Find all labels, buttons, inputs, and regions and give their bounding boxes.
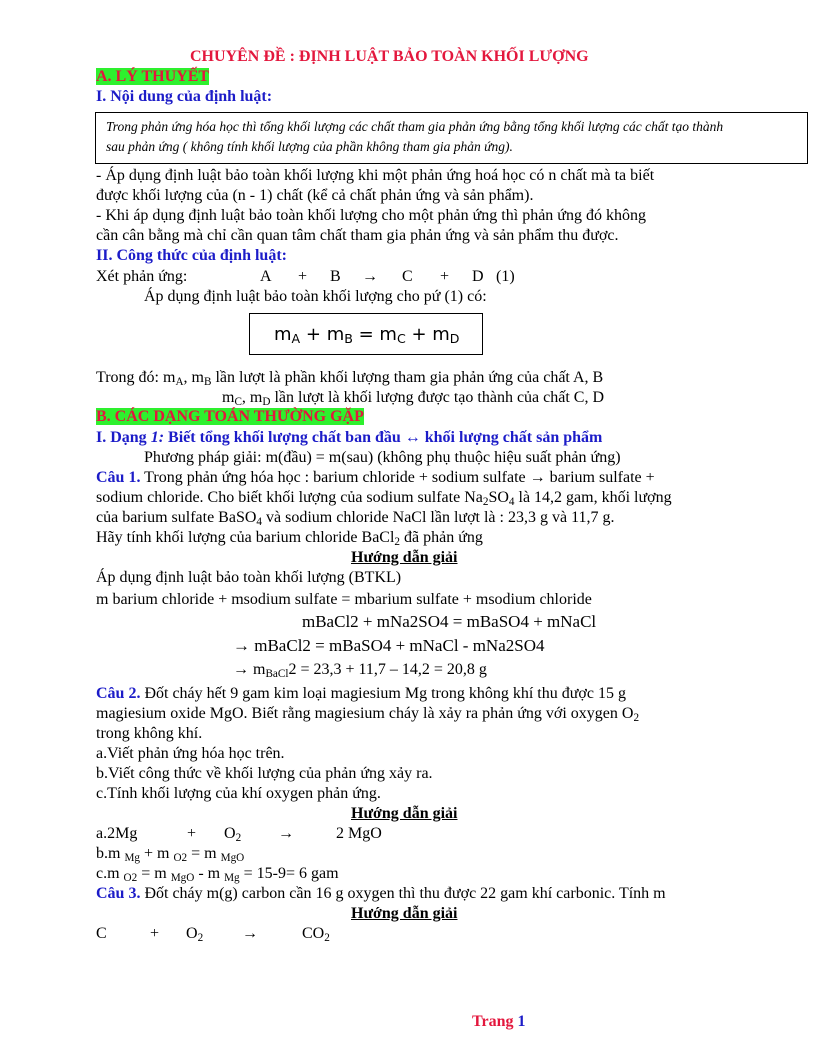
definition-box (95, 112, 808, 164)
method-line: Phương pháp giải: m(đầu) = m(sau) (không phụ thuộc hiệu suất phản ứng) (144, 449, 621, 466)
s1-line-5: → $m_{BaCl}2 = 23,3 + 11,7 - 14,2 = 20,8$ g (233, 661, 487, 680)
q1-line-3: của barium sulfate BaSO$_4$ và sodium chloride NaCl lần lượt là : 23,3 g và 11,7 g. (96, 509, 615, 528)
q1-line-2: sodium chloride. Cho biết khối lượng của sodium sulfate $Na_2SO_4$ là 14,2 gam, khối lượng (96, 489, 672, 508)
paragraph-line-3: - Khi áp dụng định luật bảo toàn khối lượng cho một phản ứng thì phản ứng đó không (96, 207, 646, 224)
definition-line-2: sau phản ứng ( không tính khối lượng của phần không tham gia phản ứng). (106, 139, 513, 154)
s2-c-line: c.m $_{O2}$ = m $_{MgO}$ - m $_{Mg}$ = 15-9= 6 gam (96, 865, 339, 884)
paragraph-line-1: - Áp dụng định luật bảo toàn khối lượng khi một phản ứng hoá học có n chất mà ta biết (96, 167, 655, 184)
s2-a-reactant-mg: a.2Mg (96, 825, 138, 842)
s2-a-oxygen: $O_2$ (224, 825, 242, 844)
s2-a-plus: + (187, 825, 197, 842)
q1-line-4: Hãy tính khối lượng của barium chloride BaCl$_2$ đã phản ứng (96, 529, 483, 548)
q1-line-1: Câu 1. Trong phản ứng hóa học : barium chloride + sodium sulfate → barium sulfate + (96, 469, 655, 486)
page-footer: Trang 1 (472, 1013, 526, 1030)
q2-line-4: a.Viết phản ứng hóa học trên. (96, 745, 285, 762)
type1-heading: I. Dạng 1: Biết tổng khối lượng chất ban đầu ↔ khối lượng chất sản phẩm (96, 429, 603, 446)
definition-line-1: Trong phản ứng hóa học thì tổng khối lượng các chất tham gia phản ứng bằng tổng khối lượng các chất tạo thành (106, 119, 724, 134)
paragraph-line-4: cần cân bằng mà chỉ cần quan tâm chất tham gia phản ứng và sản phẩm thu được. (96, 227, 619, 244)
part2-heading: II. Công thức của định luật: (96, 247, 287, 264)
paragraph-line-2: được khối lượng của (n - 1) chất (kể cả chất phản ứng và sản phẩm). (96, 187, 534, 204)
reaction-d: D (472, 268, 484, 285)
reaction-arrow: → (362, 268, 378, 285)
reaction-c: C (402, 268, 413, 285)
s2-b-line: b.m $_{Mg}$ + m $_{O2}$ = m $_{MgO}$ (96, 845, 245, 864)
mass-conservation-formula: $m_A + m_B = m_C + m_D$ (274, 324, 460, 347)
s1-line-1: Áp dụng định luật bảo toàn khối lượng (BTKL) (96, 569, 402, 586)
s1-line-4: → mBaCl2 = mBaSO4 + mNaCl - mNa2SO4 (233, 636, 545, 655)
q2-line-3: trong không khí. (96, 725, 203, 742)
q2-line-1: Câu 2. Đốt cháy hết 9 gam kim loại magiesium Mg trong không khí thu được 15 g (96, 685, 626, 702)
q2-line-6: c.Tính khối lượng của khí oxygen phản ứng. (96, 785, 381, 802)
solution-heading-3: Hướng dẫn giải (351, 905, 458, 922)
s3-carbon: C (96, 925, 107, 942)
solution-heading-1: Hướng dẫn giải (351, 549, 458, 566)
reaction-a: A (260, 268, 272, 285)
page-title: CHUYÊN ĐỀ : ĐỊNH LUẬT BẢO TOÀN KHỐI LƯỢNG (190, 48, 589, 65)
reaction-number: (1) (496, 268, 515, 285)
q2-line-2: magiesium oxide MgO. Biết rằng magiesium cháy là xảy ra phản ứng với oxygen $O_2$ (96, 705, 640, 724)
s3-oxygen: $O_2$ (186, 925, 204, 944)
s3-plus: + (150, 925, 160, 942)
reaction-label: Xét phản ứng: (96, 268, 188, 285)
reaction-plus-2: + (440, 268, 450, 285)
formula-box (249, 313, 483, 355)
reaction-plus-1: + (298, 268, 308, 285)
where-line-1: Trong đó: $m_A$, $m_B$ lần lượt là phần khối lượng tham gia phản ứng của chất A, B (96, 369, 604, 388)
section-b-heading: B. CÁC DẠNG TOÁN THƯỜNG GẶP (96, 408, 364, 425)
where-line-2: $m_C$, $m_D$ lần lượt là khối lượng được tạo thành của chất C, D (222, 389, 605, 408)
apply-line: Áp dụng định luật bảo toàn khối lượng cho pứ (1) có: (144, 288, 487, 305)
section-a-heading: A. LÝ THUYẾT (96, 68, 210, 85)
reaction-b: B (330, 268, 341, 285)
part1-heading: I. Nội dung của định luật: (96, 88, 273, 105)
q2-line-5: b.Viết công thức về khối lượng của phản ứng xảy ra. (96, 765, 433, 782)
s2-a-product: 2 MgO (336, 825, 382, 842)
solution-heading-2: Hướng dẫn giải (351, 805, 458, 822)
s3-product: $CO_2$ (302, 925, 330, 944)
s1-line-2: m barium chloride + msodium sulfate = mbarium sulfate + msodium chloride (96, 591, 592, 608)
s2-a-arrow: → (278, 825, 294, 842)
q3-line-1: Câu 3. Đốt cháy m(g) carbon cần 16 g oxygen thì thu được 22 gam khí carbonic. Tính m (96, 885, 666, 902)
s3-arrow: → (242, 925, 258, 942)
s1-line-3: mBaCl2 + mNa2SO4 = mBaSO4 + mNaCl (302, 612, 597, 631)
